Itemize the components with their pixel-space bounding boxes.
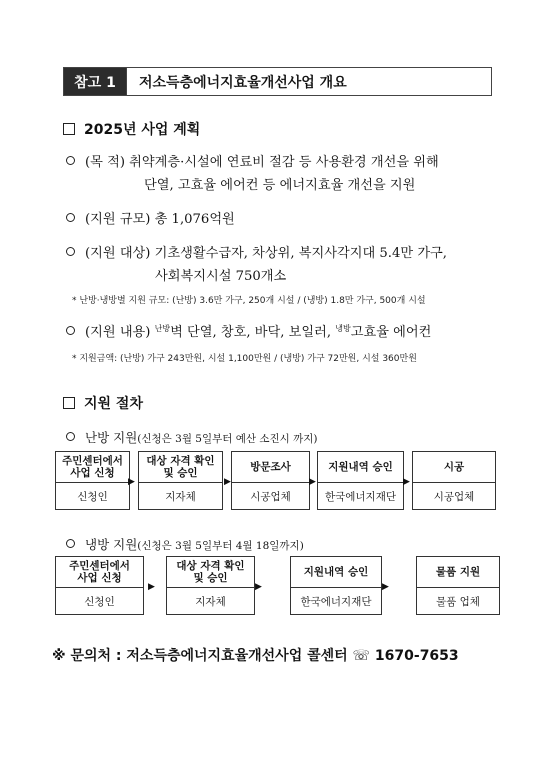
flow-step xyxy=(231,451,310,510)
flow-step-title: 대상 자격 확인 및 승인 xyxy=(167,557,254,588)
target-line-2: 사회복지시설 750개소 xyxy=(155,269,287,284)
circle-bullet-icon xyxy=(66,213,75,222)
circle-bullet-icon xyxy=(66,156,75,165)
flow-step xyxy=(412,451,496,510)
heating-label-line xyxy=(66,428,318,446)
arrow-right-icon: ▶ xyxy=(403,477,410,487)
target-line-1 xyxy=(66,242,447,261)
flow-step-actor: 한국에너지재단 xyxy=(300,595,372,608)
square-bullet-icon xyxy=(63,397,75,409)
procedure-heading-text: 지원 절차 xyxy=(84,396,143,412)
content-note: * 지원금액: (난방) 가구 243만원, 시설 1,100만원 / (냉방) 가구 72만원, 시설 360만원 xyxy=(72,354,417,364)
flow-step-title: 주민센터에서 사업 신청 xyxy=(56,452,129,483)
flow-step-title: 지원내역 승인 xyxy=(318,452,403,483)
cooling-label-line xyxy=(66,535,304,553)
circle-bullet-icon xyxy=(66,247,75,256)
flow-step-title: 주민센터에서 사업 신청 xyxy=(56,557,143,588)
flow-step xyxy=(55,556,144,615)
flow-step-actor: 물품 업체 xyxy=(436,595,480,608)
heating-detail: (신청은 3월 5일부터 예산 소진시 까지) xyxy=(137,433,318,445)
content-line xyxy=(66,321,431,340)
section-header xyxy=(63,67,492,96)
arrow-right-icon: ▶ xyxy=(382,582,389,592)
purpose-line-2: 단열, 고효율 에어컨 등 에너지효율 개선을 지원 xyxy=(144,178,416,193)
content-mid: 벽 단열, 창호, 바닥, 보일러, xyxy=(170,325,332,340)
flow-step-title: 지원내역 승인 xyxy=(291,557,381,588)
flow-step-actor: 시공업체 xyxy=(433,490,475,503)
arrow-right-icon: ▶ xyxy=(309,477,316,487)
plan-heading xyxy=(63,119,200,139)
flow-step xyxy=(290,556,382,615)
arrow-right-icon: ▶ xyxy=(255,582,262,592)
circle-bullet-icon xyxy=(66,432,75,441)
square-bullet-icon xyxy=(63,123,75,135)
flow-step-actor: 지자체 xyxy=(195,595,226,608)
scale-text: (지원 규모) 총 1,076억원 xyxy=(85,212,235,227)
flow-step-title: 방문조사 xyxy=(232,452,309,483)
arrow-right-icon: ▶ xyxy=(224,477,231,487)
flow-step xyxy=(317,451,404,510)
circle-bullet-icon xyxy=(66,539,75,548)
heating-superscript: 난방 xyxy=(154,324,171,333)
flow-step-actor: 신청인 xyxy=(84,595,115,608)
contact-line: ※ 문의처 : 저소득층에너지효율개선사업 콜센터 ☏ 1670-7653 xyxy=(52,648,459,664)
flow-step-actor: 한국에너지재단 xyxy=(324,490,396,503)
content-end: 고효율 에어컨 xyxy=(350,325,432,340)
flow-step xyxy=(166,556,255,615)
flow-step-actor: 신청인 xyxy=(77,490,108,503)
purpose-text-1: (목 적) 취약계층·시설에 연료비 절감 등 사용환경 개선을 위해 xyxy=(85,155,439,170)
plan-heading-text: 2025년 사업 계획 xyxy=(84,122,201,138)
target-note: * 난방·냉방별 지원 규모: (난방) 3.6만 가구, 250개 시설 / (냉방) 1.8만 가구, 500개 시설 xyxy=(72,296,426,306)
cooling-detail: (신청은 3월 5일부터 4월 18일까지) xyxy=(137,540,304,552)
flow-step xyxy=(55,451,130,510)
section-title: 저소득층에너지효율개선사업 개요 xyxy=(139,74,347,91)
flow-step-title: 물품 지원 xyxy=(417,557,499,588)
flow-step-actor: 지자체 xyxy=(165,490,196,503)
reference-tag: 참고 1 xyxy=(64,68,127,95)
arrow-right-icon: ▶ xyxy=(148,582,155,592)
target-text-1: (지원 대상) 기초생활수급자, 차상위, 복지사각지대 5.4만 가구, xyxy=(85,246,447,261)
flow-step-title: 시공 xyxy=(413,452,495,483)
arrow-right-icon: ▶ xyxy=(128,477,135,487)
flow-step xyxy=(416,556,500,615)
cooling-label: 냉방 지원 xyxy=(85,537,138,552)
cooling-superscript: 냉방 xyxy=(335,324,351,333)
circle-bullet-icon xyxy=(66,326,75,335)
heating-label: 난방 지원 xyxy=(85,430,138,445)
flow-step-title: 대상 자격 확인 및 승인 xyxy=(139,452,222,483)
content-prefix: (지원 내용) xyxy=(85,325,151,340)
scale-line xyxy=(66,208,235,227)
purpose-line-1 xyxy=(66,151,439,170)
flow-step xyxy=(138,451,223,510)
procedure-heading xyxy=(63,393,143,413)
flow-step-actor: 시공업체 xyxy=(250,490,291,503)
